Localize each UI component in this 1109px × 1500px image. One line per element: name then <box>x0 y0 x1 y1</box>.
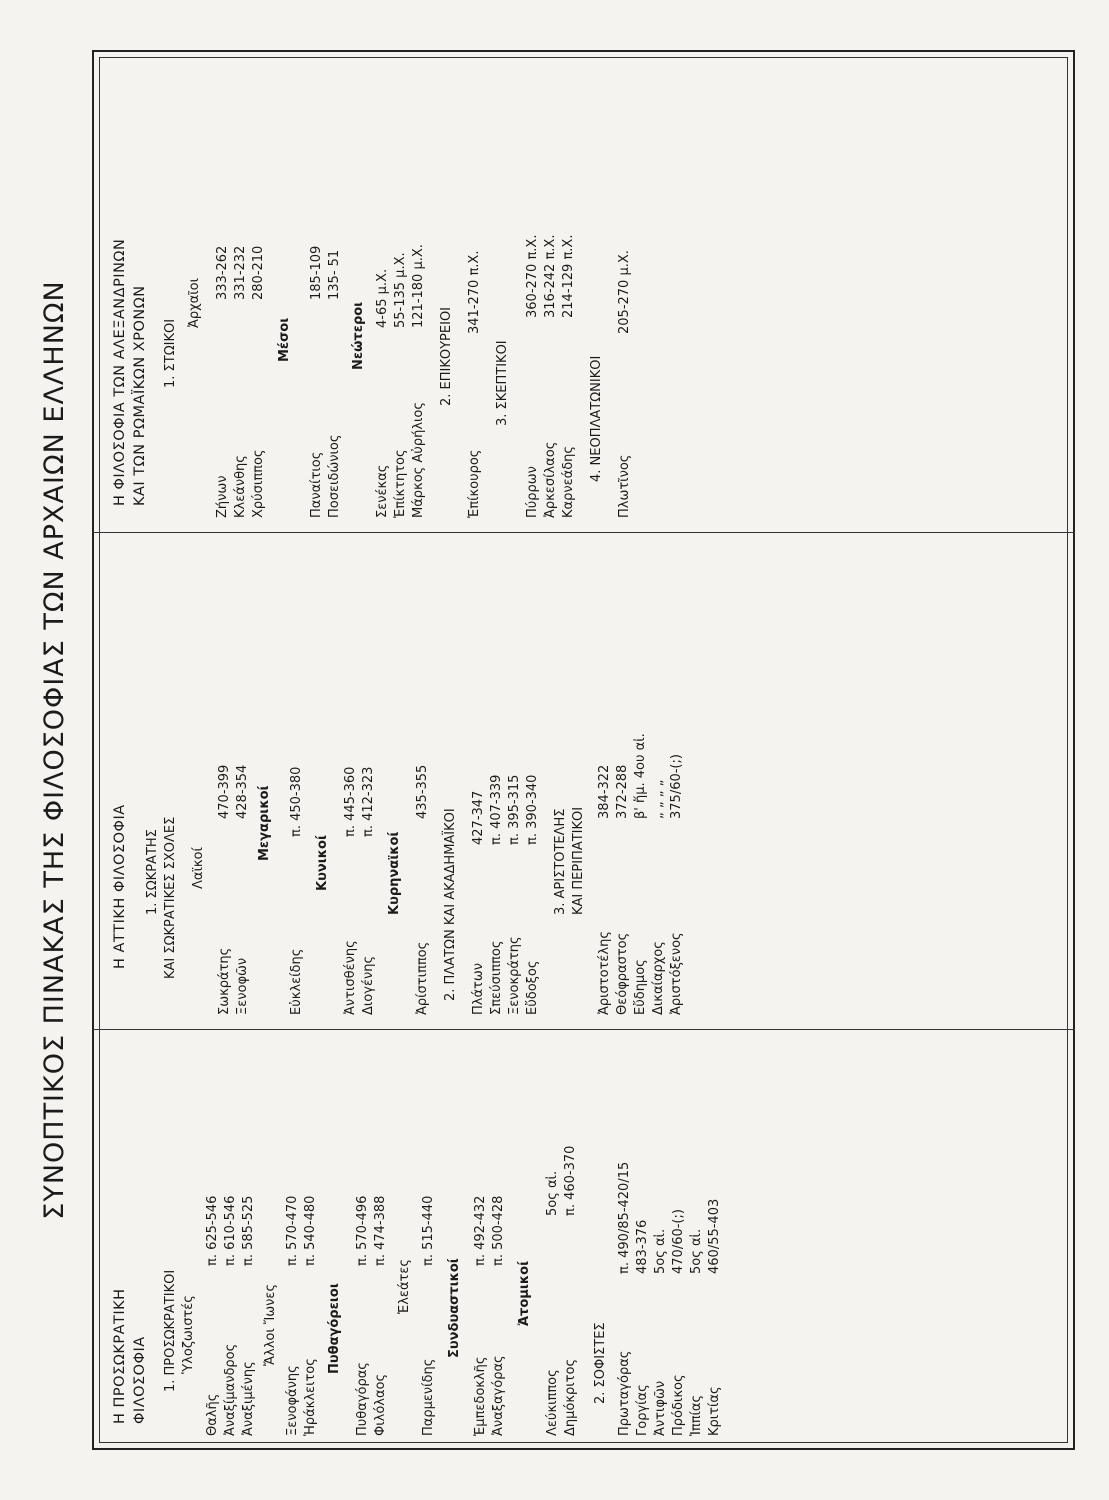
philosopher-name: Εὔδοξος <box>525 960 540 1015</box>
philosopher-name: Πρόδικος <box>671 1374 686 1436</box>
philosopher-name: Ἐπίκτητος <box>393 449 408 518</box>
group-heading: Πυθαγόρειοι <box>327 1283 342 1374</box>
entry-row <box>240 1042 258 1436</box>
entry-row <box>560 62 578 518</box>
section-heading: ΚΑΙ ΣΩΚΡΑΤΙΚΕΣ ΣΧΟΛΕΣ <box>163 816 178 979</box>
philosopher-name: Διογένης <box>361 955 376 1015</box>
philosopher-name: Ἀντιφῶν <box>653 1380 668 1436</box>
philosopher-dates: 372-288 <box>615 764 630 819</box>
philosopher-dates: 435-355 <box>415 764 430 819</box>
group-heading: Κυρηναϊκοί <box>387 831 402 915</box>
philosopher-name: Δικαίαρχος <box>651 941 666 1015</box>
column-title-line2: ΦΙΛΟΣΟΦΙΑ <box>132 1336 148 1424</box>
section-heading: 2. ΕΠΙΚΟΥΡΕΙΟΙ <box>439 306 454 406</box>
entry-row <box>596 545 614 1015</box>
column-title-line2: ΚΑΙ ΤΩΝ ΡΩΜΑΪΚΩΝ ΧΡΟΝΩΝ <box>132 285 148 506</box>
philosopher-name: Πλάτων <box>471 962 486 1015</box>
philosopher-name: Ἡράκλειτος <box>303 1358 318 1436</box>
entry-list <box>470 545 542 1015</box>
philosopher-dates: π. 515-440 <box>421 1195 436 1266</box>
philosopher-dates: 360-270 π.Χ. <box>525 234 540 318</box>
entry-row <box>250 62 268 518</box>
philosopher-dates: π. 570-496 <box>355 1195 370 1266</box>
philosopher-dates: 280-210 <box>251 245 266 300</box>
philosopher-dates: 428-354 <box>235 764 250 819</box>
entry-row <box>616 62 634 518</box>
entry-row <box>234 545 252 1015</box>
entry-row <box>470 545 488 1015</box>
entry-row <box>614 545 632 1015</box>
philosopher-name: Πυθαγόρας <box>355 1362 370 1436</box>
entry-list <box>216 545 252 1015</box>
philosopher-name: Σενέκας <box>375 464 390 518</box>
group-heading: Μέσοι <box>277 317 292 362</box>
philosopher-name: Παναίτιος <box>309 451 324 518</box>
entry-row <box>222 1042 240 1436</box>
entry-row <box>562 1042 580 1436</box>
group-heading: Κυνικοί <box>315 834 330 891</box>
philosopher-dates: 5ος αἰ. <box>653 1228 668 1274</box>
entry-row <box>524 62 542 518</box>
philosopher-dates: 427-347 <box>471 790 486 845</box>
philosopher-dates: 316-242 π.Χ. <box>543 234 558 318</box>
philosopher-name: Ἀρίστιππος <box>415 941 430 1015</box>
philosopher-dates: 470-399 <box>217 764 232 819</box>
philosopher-dates: 214-129 π.Χ. <box>561 234 576 318</box>
entry-row <box>288 545 306 1015</box>
philosopher-dates: π. 407-339 <box>489 774 504 845</box>
philosopher-name: Φιλόλαος <box>373 1373 388 1436</box>
section-heading: 2. ΣΟΦΙΣΤΕΣ <box>593 1322 608 1404</box>
philosopher-name: Ἀναξιμένης <box>241 1361 256 1436</box>
philosopher-name: Παρμενίδης <box>421 1358 436 1436</box>
philosopher-dates: π. 500-428 <box>491 1195 506 1266</box>
entry-row <box>652 1042 670 1436</box>
philosopher-dates: 5ος αἰ. <box>689 1228 704 1274</box>
rotated-table-sheet <box>30 50 1075 1450</box>
entry-row <box>466 62 484 518</box>
section-heading: 4. ΝΕΟΠΛΑΤΩΝΙΚΟΙ <box>589 355 604 482</box>
philosopher-name: Θεόφραστος <box>615 932 630 1015</box>
philosopher-dates: 375/60-(;) <box>669 754 684 819</box>
philosopher-dates: 55-135 μ.Χ. <box>393 252 408 328</box>
entry-row <box>414 545 432 1015</box>
entry-list <box>308 62 344 518</box>
philosopher-dates: π. 395-315 <box>507 774 522 845</box>
philosopher-name: Ξενοφάνης <box>285 1365 300 1436</box>
philosopher-dates: 341-270 π.Χ. <box>467 250 482 334</box>
entry-list <box>204 1042 258 1436</box>
entry-row <box>232 62 250 518</box>
entry-row <box>490 1042 508 1436</box>
group-heading: Ὑλοζωιστές <box>181 1295 196 1374</box>
philosopher-dates: „ „ „ „ <box>651 779 666 819</box>
philosopher-dates: π. 460-370 <box>563 1145 578 1216</box>
philosopher-dates: 121-180 μ.Χ. <box>411 244 426 328</box>
entry-row <box>706 1042 724 1436</box>
group-heading: Ἄλλοι Ἴωνες <box>263 1283 278 1366</box>
entry-row <box>360 545 378 1015</box>
entry-row <box>524 545 542 1015</box>
philosopher-dates: π. 492-432 <box>473 1195 488 1266</box>
entry-row <box>488 545 506 1015</box>
philosopher-dates: π. 490/85-420/15 <box>617 1161 632 1274</box>
philosopher-dates: 483-376 <box>635 1219 650 1274</box>
philosopher-name: Ξενοκράτης <box>507 936 522 1015</box>
philosopher-dates: 5ος αἰ. <box>545 1170 560 1216</box>
philosopher-dates: π. 450-380 <box>289 766 304 837</box>
section-heading: 1. ΣΤΩΙΚΟΙ <box>163 318 178 388</box>
entry-row <box>506 545 524 1015</box>
group-heading: Μεγαρικοί <box>257 785 272 861</box>
column-title-line1: Η ΦΙΛΟΣΟΦΙΑ ΤΩΝ ΑΛΕΞΑΝΔΡΙΝΩΝ <box>112 238 128 506</box>
section-heading: 1. ΣΩΚΡΑΤΗΣ <box>145 829 160 915</box>
philosopher-name: Καρνεάδης <box>561 445 576 518</box>
philosopher-name: Μάρκος Αὐρήλιος <box>411 402 426 518</box>
philosopher-name: Ἀριστόξενος <box>669 932 684 1015</box>
philosopher-name: Ἐμπεδοκλῆς <box>473 1356 488 1436</box>
philosopher-dates: 4-65 μ.Χ. <box>375 268 390 328</box>
entry-list <box>544 1042 580 1436</box>
section-heading: 3. ΑΡΙΣΤΟΤΕΛΗΣ <box>553 808 568 915</box>
section-heading: 2. ΠΛΑΤΩΝ ΚΑΙ ΑΚΑΔΗΜΑΪΚΟΙ <box>443 808 458 1001</box>
philosopher-name: Γοργίας <box>635 1384 650 1436</box>
entry-list <box>288 545 306 1015</box>
entry-row <box>374 62 392 518</box>
philosopher-name: Σπεύσιππος <box>489 940 504 1015</box>
philosopher-dates: 384-322 <box>597 764 612 819</box>
entry-row <box>410 62 428 518</box>
entry-row <box>326 62 344 518</box>
philosopher-name: Ἀναξαγόρας <box>491 1355 506 1436</box>
entry-list <box>284 1042 320 1436</box>
philosopher-name: Σωκράτης <box>217 947 232 1015</box>
philosopher-dates: π. 585-525 <box>241 1195 256 1266</box>
philosopher-dates: π. 445-360 <box>343 766 358 837</box>
entry-row <box>420 1042 438 1436</box>
column-title: Η ΑΤΤΙΚΗ ΦΙΛΟΣΟΦΙΑ <box>112 804 128 969</box>
philosopher-dates: 331-232 <box>233 245 248 300</box>
philosopher-name: Ἀναξίμανδρος <box>223 1343 238 1436</box>
entry-row <box>204 1042 222 1436</box>
column-attic <box>92 533 1075 1030</box>
entry-list <box>616 1042 724 1436</box>
section-heading: 1. ΠΡΟΣΩΚΡΑΤΙΚΟΙ <box>163 1269 178 1392</box>
philosopher-name: Πρωταγόρας <box>617 1350 632 1436</box>
entry-list <box>374 62 428 518</box>
philosopher-dates: 205-270 μ.Χ. <box>617 250 632 334</box>
philosopher-name: Ἐπίκουρος <box>467 449 482 518</box>
entry-list <box>524 62 578 518</box>
entry-list <box>342 545 378 1015</box>
entry-list <box>414 545 432 1015</box>
philosopher-name: Ποσειδώνιος <box>327 434 342 518</box>
entry-list <box>596 545 686 1015</box>
philosopher-name: Ξενοφῶν <box>235 957 250 1015</box>
entry-row <box>342 545 360 1015</box>
entry-row <box>650 545 668 1015</box>
entry-list <box>472 1042 508 1436</box>
entry-row <box>688 1042 706 1436</box>
philosopher-dates: π. 412-323 <box>361 766 376 837</box>
philosopher-dates: 470/60-(;) <box>671 1209 686 1274</box>
philosopher-name: Χρύσιππος <box>251 449 266 518</box>
entry-list <box>616 62 634 518</box>
entry-row <box>372 1042 390 1436</box>
column-title-line1: Η ΠΡΟΣΩΚΡΑΤΙΚΗ <box>112 1288 128 1424</box>
entry-row <box>302 1042 320 1436</box>
philosopher-dates: β' ἥμ. 4ου αἰ. <box>633 733 648 819</box>
entry-row <box>308 62 326 518</box>
philosopher-name: Λεύκιππος <box>545 1369 560 1436</box>
entry-row <box>216 545 234 1015</box>
group-heading: Νεώτεροι <box>351 301 366 370</box>
section-heading: ΚΑΙ ΠΕΡΙΠΑΤΙΚΟΙ <box>571 806 586 915</box>
philosopher-name: Εὐκλείδης <box>289 948 304 1015</box>
entry-list <box>420 1042 438 1436</box>
entry-list <box>214 62 268 518</box>
philosopher-name: Δημόκριτος <box>563 1358 578 1436</box>
group-heading: Συνδυαστικοί <box>447 1258 462 1358</box>
entry-row <box>634 1042 652 1436</box>
philosopher-dates: 460/55-403 <box>707 1198 722 1274</box>
entry-row <box>392 62 410 518</box>
group-heading: Ἐλεάτες <box>397 1258 412 1314</box>
philosopher-name: Κριτίας <box>707 1386 722 1436</box>
entry-row <box>632 545 650 1015</box>
philosopher-dates: π. 390-340 <box>525 774 540 845</box>
philosopher-name: Ἀρκεσίλαος <box>543 441 558 518</box>
entry-list <box>466 62 484 518</box>
philosopher-name: Πλωτῖνος <box>617 454 632 518</box>
philosopher-dates: π. 625-546 <box>205 1195 220 1266</box>
philosopher-dates: 333-262 <box>215 245 230 300</box>
entry-row <box>354 1042 372 1436</box>
philosopher-dates: 135- 51 <box>327 249 342 300</box>
group-heading: Ἀρχαῖοι <box>187 278 202 328</box>
philosopher-name: Πύρρων <box>525 466 540 518</box>
entry-row <box>544 1042 562 1436</box>
entry-row <box>472 1042 490 1436</box>
page-title: ΣΥΝΟΠΤΙΚΟΣ ΠΙΝΑΚΑΣ ΤΗΣ ΦΙΛΟΣΟΦΙΑΣ ΤΩΝ ΑΡΧΑΙΩΝ ΕΛΛΗΝΩΝ <box>39 280 70 1220</box>
entry-row <box>616 1042 634 1436</box>
philosopher-dates: π. 474-388 <box>373 1195 388 1266</box>
column-presocratic <box>92 1030 1075 1450</box>
section-heading: 3. ΣΚΕΠΤΙΚΟΙ <box>495 340 510 426</box>
philosopher-dates: π. 570-470 <box>285 1195 300 1266</box>
philosopher-dates: 185-109 <box>309 245 324 300</box>
entry-row <box>542 62 560 518</box>
philosopher-name: Ἀντισθένης <box>343 940 358 1015</box>
entry-row <box>214 62 232 518</box>
philosopher-name: Εὔδημος <box>633 959 648 1015</box>
entry-row <box>668 545 686 1015</box>
entry-row <box>670 1042 688 1436</box>
philosopher-name: Ἱππίας <box>689 1394 704 1436</box>
column-alexandrian-roman <box>92 50 1075 533</box>
entry-list <box>354 1042 390 1436</box>
group-heading: Ἀτομικοί <box>517 1260 532 1326</box>
philosopher-name: Θαλῆς <box>205 1393 220 1436</box>
entry-row <box>284 1042 302 1436</box>
philosopher-name: Ζήνων <box>215 475 230 518</box>
philosopher-name: Κλεάνθης <box>233 455 248 518</box>
philosopher-name: Ἀριστοτέλης <box>597 931 612 1015</box>
philosopher-dates: π. 610-546 <box>223 1195 238 1266</box>
philosopher-dates: π. 540-480 <box>303 1195 318 1266</box>
group-heading: Λαϊκοί <box>191 847 206 889</box>
